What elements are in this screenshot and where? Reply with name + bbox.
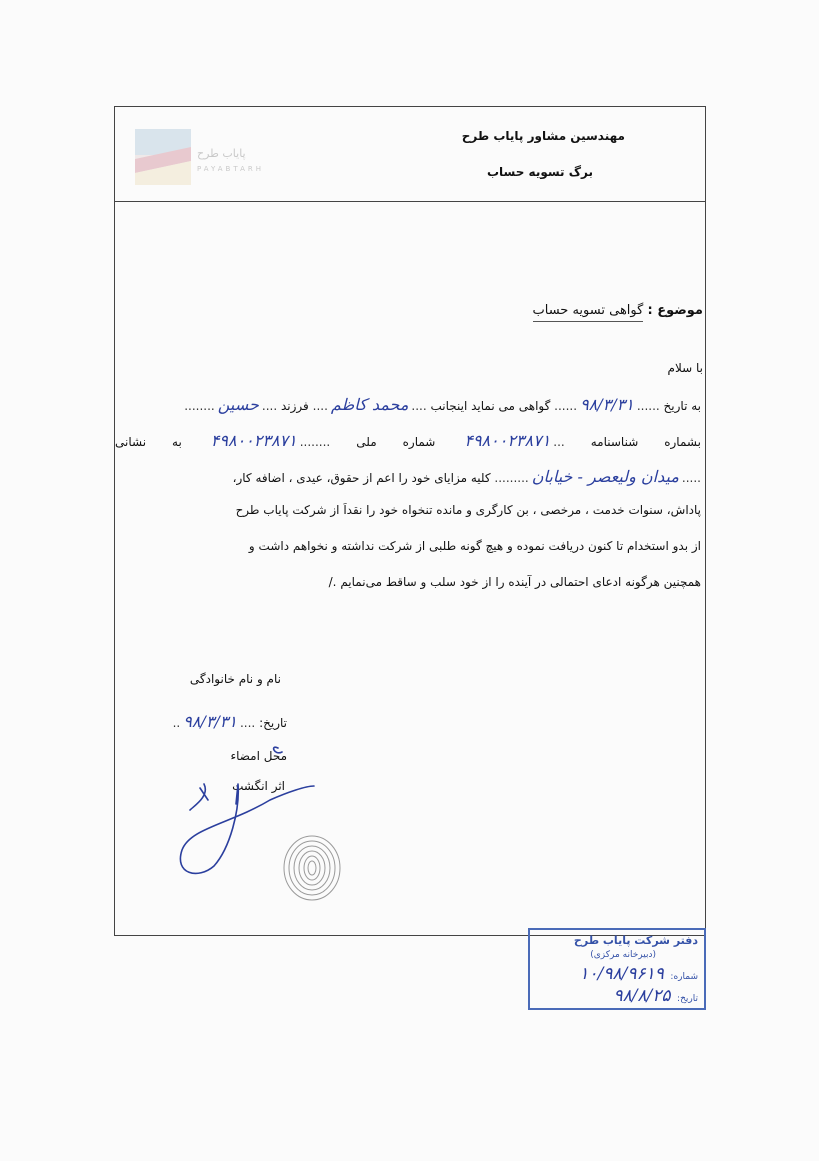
stamp-number-label: شماره: [670,972,698,982]
handwritten-signature-date: ۹۸/۳/۳۱ [183,712,237,731]
certify-text: گواهی می نماید اینجانب [430,399,551,413]
body-line-5: از بدو استخدام تا کنون دریافت نموده و هیچ گونه طلبی از شرکت نداشته و نخواهم داشت و [248,539,701,553]
company-name: مهندسین مشاور پایاب طرح [461,129,625,143]
son-of-label: فرزند [281,399,309,413]
id-number-label: بشماره شناسنامه [590,435,701,449]
handwritten-national-code: ۴۹۸۰۰۲۳۸۷۱ [210,431,297,450]
greeting: با سلام [667,361,703,375]
body-line-1: به تاریخ ......۹۸/۳/۳۱...... گواهی می نماید اینجانب ....محمد کاظم.... فرزند ....حسین........ [184,395,701,414]
fingerprint-icon [280,832,344,904]
body-line-6: همچنین هرگونه ادعای احتمالی در آینده را از خود سلب و ساقط می‌نمایم ./ [328,575,701,589]
handwritten-date: ۹۸/۳/۳۱ [580,395,634,414]
stamp-title: دفتر شرکت پایاب طرح [573,934,698,947]
logo-latin-text: PAYABTARH [197,165,264,173]
body-line-4: پاداش، سنوات خدمت ، مرخصی ، بن کارگری و مانده تنخواه خود را نقداً از شرکت پایاب طرح [235,503,701,517]
stamp-number-row [576,964,698,984]
full-name-label: نام و نام خانوادگی [189,672,281,686]
header-divider [115,201,705,202]
handwritten-id-number: ۴۹۸۰۰۲۳۸۷۱ [464,431,551,450]
subject-label: موضوع : [647,303,703,318]
signature-date-label: تاریخ: [259,716,287,730]
logo-wordmark: پایاب طرح [197,147,246,160]
date-prefix: به تاریخ [663,399,701,413]
body-line-3: .....میدان ولیعصر - خیابان......... کلیه مزایای خود را اعم از حقوق، عیدی ، اضافه کار، [232,467,701,486]
company-logo [135,129,191,185]
fingerprint-label: اثر انگشت [232,779,285,793]
subject-value: گواهی تسویه حساب [533,303,644,322]
stamp-date-value: ۹۸/۸/۲۵ [613,986,671,1006]
subject-line [533,303,704,318]
stamp-date-row [610,986,698,1006]
handwritten-father-name: حسین [217,395,259,414]
benefits-text: کلیه مزایای خود را اعم از حقوق، عیدی ، اضافه کار، [232,471,491,485]
signature-place-label: محل امضاء [230,749,287,763]
registration-stamp [528,928,706,1010]
address-label: به نشانی [115,435,182,449]
body-line-2: بشماره شناسنامه ...۴۹۸۰۰۲۳۸۷۱ شماره ملی ........۴۹۸۰۰۲۳۸۷۱ به نشانی [115,431,701,450]
handwritten-name: محمد کاظم [330,395,409,414]
stamp-number-value: ۱۰/۹۸/۹۶۱۹ [579,964,664,984]
stamp-date-label: تاریخ: [677,994,698,1004]
form-title: برگ تسویه حساب [486,165,593,179]
handwritten-address: میدان ولیعصر - خیابان [531,467,679,486]
signature-date: تاریخ: ....۹۸/۳/۳۱.. [172,712,287,731]
national-code-label: شماره ملی [356,435,436,449]
stamp-subtitle: (دبیرخانه مرکزی) [590,950,656,960]
